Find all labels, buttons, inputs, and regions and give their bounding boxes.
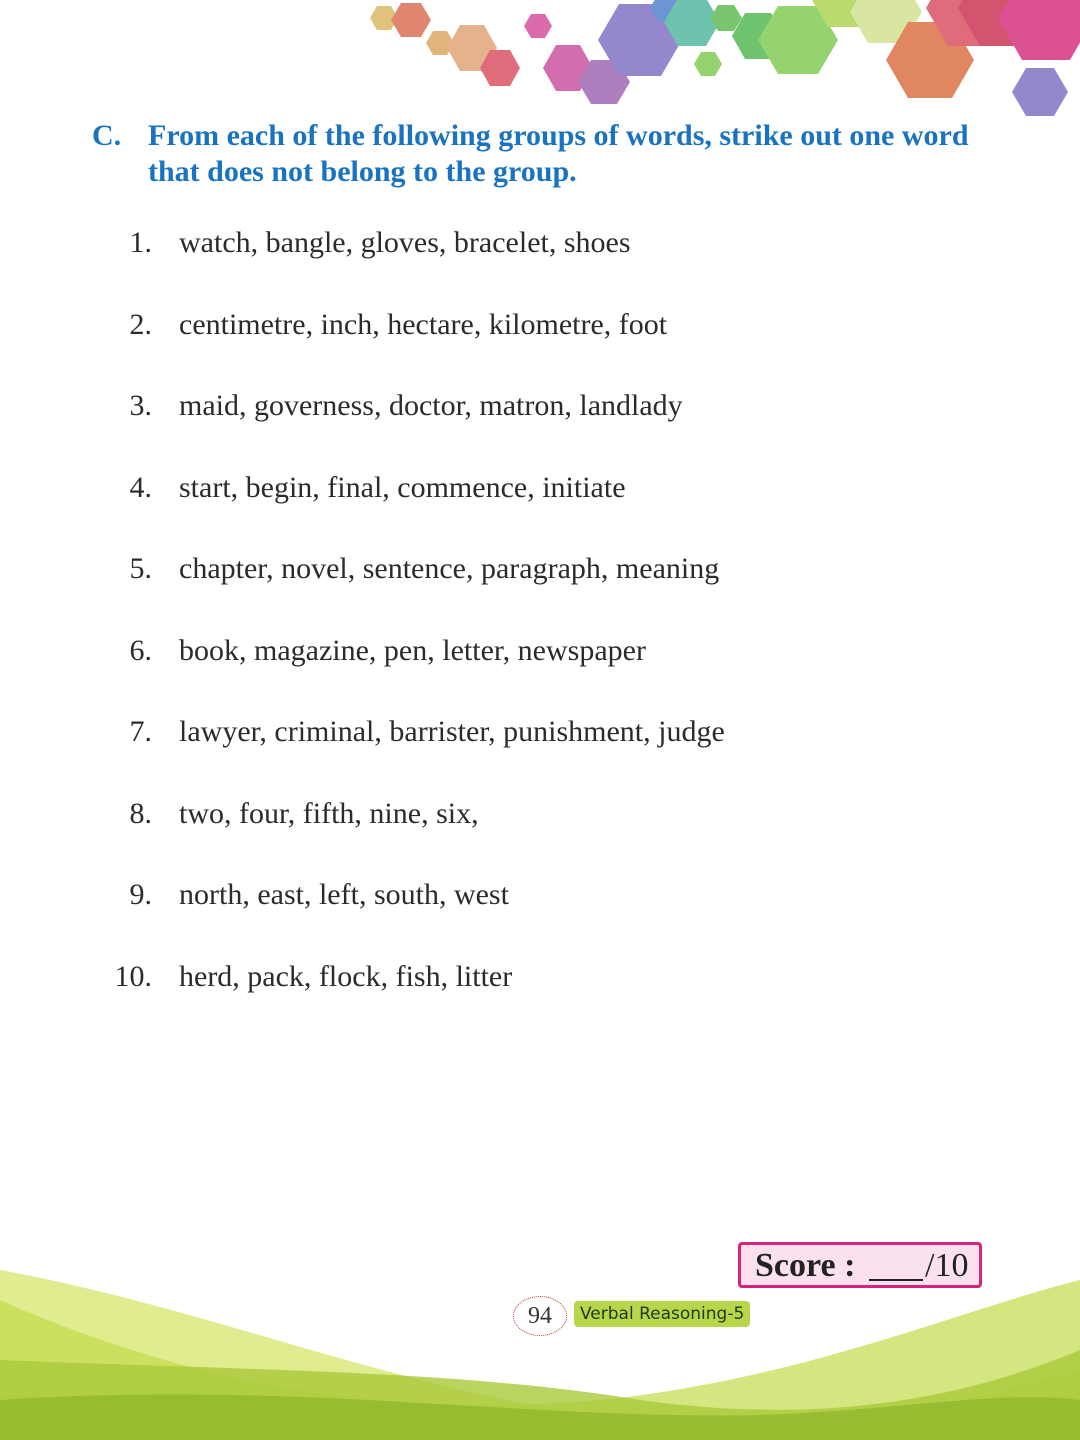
question-item	[0, 471, 1080, 511]
question-item	[0, 634, 1080, 674]
book-title-tag: Verbal Reasoning-5	[574, 1301, 750, 1327]
instruction-text: From each of the following groups of words, strike out one word that does not belong to the group.	[148, 119, 969, 188]
hexagon-shape	[524, 14, 552, 38]
hexagon-shape	[1012, 68, 1068, 116]
question-item	[0, 552, 1080, 592]
question-item	[0, 308, 1080, 348]
question-number: 10.	[114, 959, 152, 993]
question-text[interactable]: centimetre, inch, hectare, kilometre, foot	[179, 307, 668, 341]
hexagon-shape	[694, 52, 722, 76]
question-number: 3.	[129, 389, 152, 422]
question-number: 7.	[129, 715, 152, 748]
score-box	[738, 1242, 982, 1288]
question-item	[0, 389, 1080, 429]
question-number: 2.	[129, 307, 152, 341]
question-item	[0, 960, 1080, 1000]
question-text[interactable]: start, begin, final, commence, initiate	[179, 470, 626, 504]
question-text[interactable]: maid, governess, doctor, matron, landlady	[179, 389, 683, 422]
question-text[interactable]: two, four, fifth, nine, six,	[179, 796, 479, 830]
question-text[interactable]: chapter, novel, sentence, paragraph, meaning	[179, 552, 720, 585]
page-number: 94	[513, 1296, 567, 1336]
score-blank-line[interactable]	[869, 1247, 923, 1281]
question-text[interactable]: book, magazine, pen, letter, newspaper	[179, 633, 646, 667]
decorative-hexagon-banner	[0, 0, 1080, 130]
question-item	[0, 878, 1080, 918]
section-letter: C.	[92, 119, 122, 152]
question-number: 8.	[129, 796, 152, 830]
question-number: 1.	[129, 226, 152, 259]
question-text[interactable]: lawyer, criminal, barrister, punishment, judge	[179, 715, 725, 748]
hexagon-shape	[998, 0, 1080, 60]
question-item	[0, 797, 1080, 837]
hexagon-shape	[391, 3, 431, 37]
score-label: Score :	[755, 1247, 856, 1284]
question-item	[0, 715, 1080, 755]
score-total: /10	[925, 1247, 969, 1284]
question-number: 6.	[129, 633, 152, 667]
question-text[interactable]: north, east, left, south, west	[179, 878, 509, 911]
question-text[interactable]: herd, pack, flock, fish, litter	[179, 959, 513, 993]
question-item	[0, 226, 1080, 266]
question-number: 5.	[129, 552, 152, 585]
question-number: 4.	[129, 470, 152, 504]
question-text[interactable]: watch, bangle, gloves, bracelet, shoes	[179, 226, 631, 259]
question-number: 9.	[129, 878, 152, 911]
